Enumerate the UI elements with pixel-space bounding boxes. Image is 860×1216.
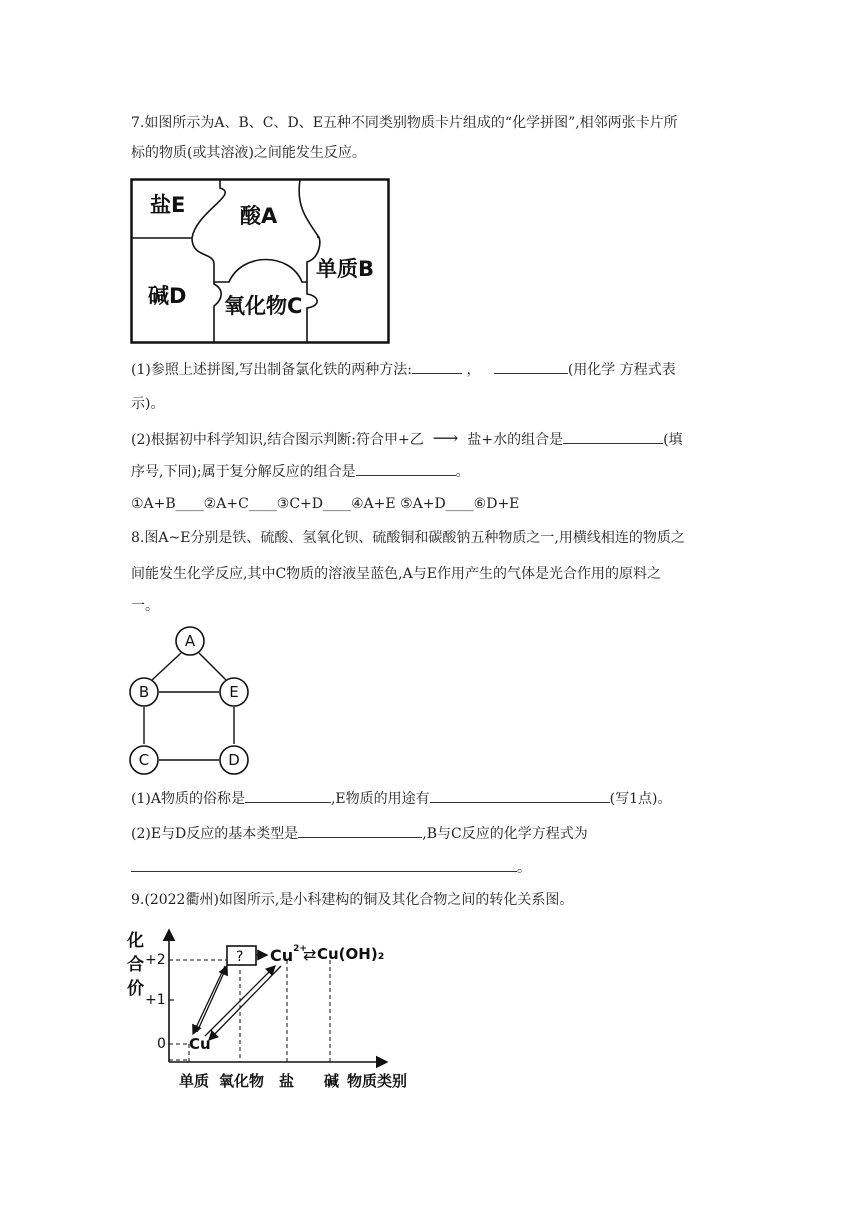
x-axis-label: 物质类别 bbox=[347, 1072, 408, 1090]
q7-sub2-blank-1[interactable] bbox=[563, 428, 663, 444]
reaction-arrow-icon: ⟶ bbox=[432, 428, 459, 449]
q7-sub1-text-b: (用化学 方程式表 bbox=[567, 362, 676, 378]
copper-hydroxide: Cu(OH)₂ bbox=[317, 945, 385, 963]
x-cat-element: 单质 bbox=[179, 1072, 210, 1090]
y-tick-zero: 0 bbox=[157, 1036, 166, 1052]
q7-sub2-text-d: 序号,下同);属于复分解反应的组合是 bbox=[131, 464, 356, 480]
q7-stem-line1: 7.如图所示为A、B、C、D、E五种不同类别物质卡片组成的“化学拼图”,相邻两张卡片所 bbox=[131, 115, 678, 131]
copper-element: Cu bbox=[189, 1035, 211, 1053]
q8-sub2-line2 bbox=[131, 856, 731, 878]
y-tick-plus1: +1 bbox=[145, 992, 166, 1008]
q7-sub2-blank-2[interactable] bbox=[356, 460, 456, 476]
q7-sub2-text-b: 盐+水的组合是 bbox=[467, 432, 564, 448]
q7-sub1-line2: 示)。 bbox=[131, 396, 165, 412]
q8-sub1-blank-2[interactable] bbox=[430, 787, 610, 803]
q7-options: ①A+B____②A+C____③C+D____④A+E ⑤A+D____⑥D+E bbox=[131, 496, 520, 512]
q7-sub2-text-c: (填 bbox=[663, 432, 683, 448]
node-d-label: D bbox=[228, 751, 240, 769]
x-cat-oxide: 氧化物 bbox=[219, 1072, 265, 1090]
x-cat-salt: 盐 bbox=[279, 1072, 295, 1090]
acid-a-label: 酸A bbox=[240, 204, 278, 228]
oxide-c-label: 氧化物C bbox=[224, 294, 303, 318]
node-b-label: B bbox=[138, 683, 150, 701]
cu-ion: $Cu^{2+}$ bbox=[270, 944, 307, 965]
q7-sub1-blank-1[interactable] bbox=[412, 358, 462, 374]
q8-sub2-text-b: ,B与C反应的化学方程式为 bbox=[422, 826, 588, 842]
y-label-1: 化 bbox=[127, 931, 144, 951]
q7-sub1-text: (1)参照上述拼图,写出制备氯化铁的两种方法: bbox=[131, 362, 412, 378]
equilibrium-arrow-icon: ⇄ bbox=[303, 945, 317, 964]
node-c-label: C bbox=[138, 751, 150, 769]
q8-stem-line3: 一。 bbox=[131, 598, 159, 614]
q8-sub1-text-b: ,E物质的用途有 bbox=[330, 791, 430, 807]
q7-sub2-text-e: 。 bbox=[455, 464, 470, 480]
q8-sub2-blank-2[interactable] bbox=[131, 856, 517, 872]
q8-sub1-text: (1)A物质的俗称是 bbox=[131, 791, 245, 807]
q8-sub2-end: 。 bbox=[517, 860, 531, 876]
base-d-label: 碱D bbox=[148, 284, 187, 308]
unknown-compound: ? bbox=[236, 949, 244, 965]
node-e-label: E bbox=[229, 683, 239, 701]
q8-sub1-blank-1[interactable] bbox=[245, 787, 331, 803]
node-a-label: A bbox=[184, 632, 196, 650]
q7-sub1-line1 bbox=[131, 358, 731, 380]
q7-sub2-line1 bbox=[131, 428, 731, 450]
substance-network-diagram bbox=[128, 625, 254, 777]
x-cat-base: 碱 bbox=[324, 1072, 340, 1090]
salt-e-label: 盐E bbox=[150, 193, 186, 217]
q8-sub2-text: (2)E与D反应的基本类型是 bbox=[131, 826, 299, 842]
y-label-3: 价 bbox=[127, 979, 144, 999]
q8-sub2-blank-1[interactable] bbox=[298, 822, 422, 838]
q8-sub2 bbox=[131, 822, 731, 844]
q7-stem-line2: 标的物质(或其溶液)之间能发生反应。 bbox=[131, 145, 366, 161]
copper-valence-diagram bbox=[125, 920, 425, 1094]
chemistry-puzzle-diagram bbox=[130, 178, 392, 346]
element-b-label: 单质B bbox=[316, 257, 375, 281]
q7-sub1-sep: ， bbox=[466, 362, 481, 378]
y-tick-plus2: +2 bbox=[145, 952, 166, 968]
q8-sub1 bbox=[131, 787, 731, 809]
q7-sub2-line2 bbox=[131, 460, 731, 482]
q8-stem-line2: 间能发生化学反应,其中C物质的溶液呈蓝色,A与E作用产生的气体是光合作用的原料之 bbox=[131, 566, 661, 582]
q8-stem-line1: 8.图A~E分别是铁、硫酸、氢氧化钡、硫酸铜和碳酸钠五种物质之一,用横线相连的物质之 bbox=[131, 530, 685, 546]
q9-stem: 9.(2022衢州)如图所示,是小科建构的铜及其化合物之间的转化关系图。 bbox=[131, 892, 574, 908]
q8-sub1-text-c: (写1点)。 bbox=[609, 791, 672, 807]
q7-sub1-blank-2[interactable] bbox=[494, 358, 568, 374]
q7-sub2-text: (2)根据初中科学知识,结合图示判断:符合甲+乙 bbox=[131, 432, 424, 448]
y-label-2: 合 bbox=[127, 955, 144, 975]
